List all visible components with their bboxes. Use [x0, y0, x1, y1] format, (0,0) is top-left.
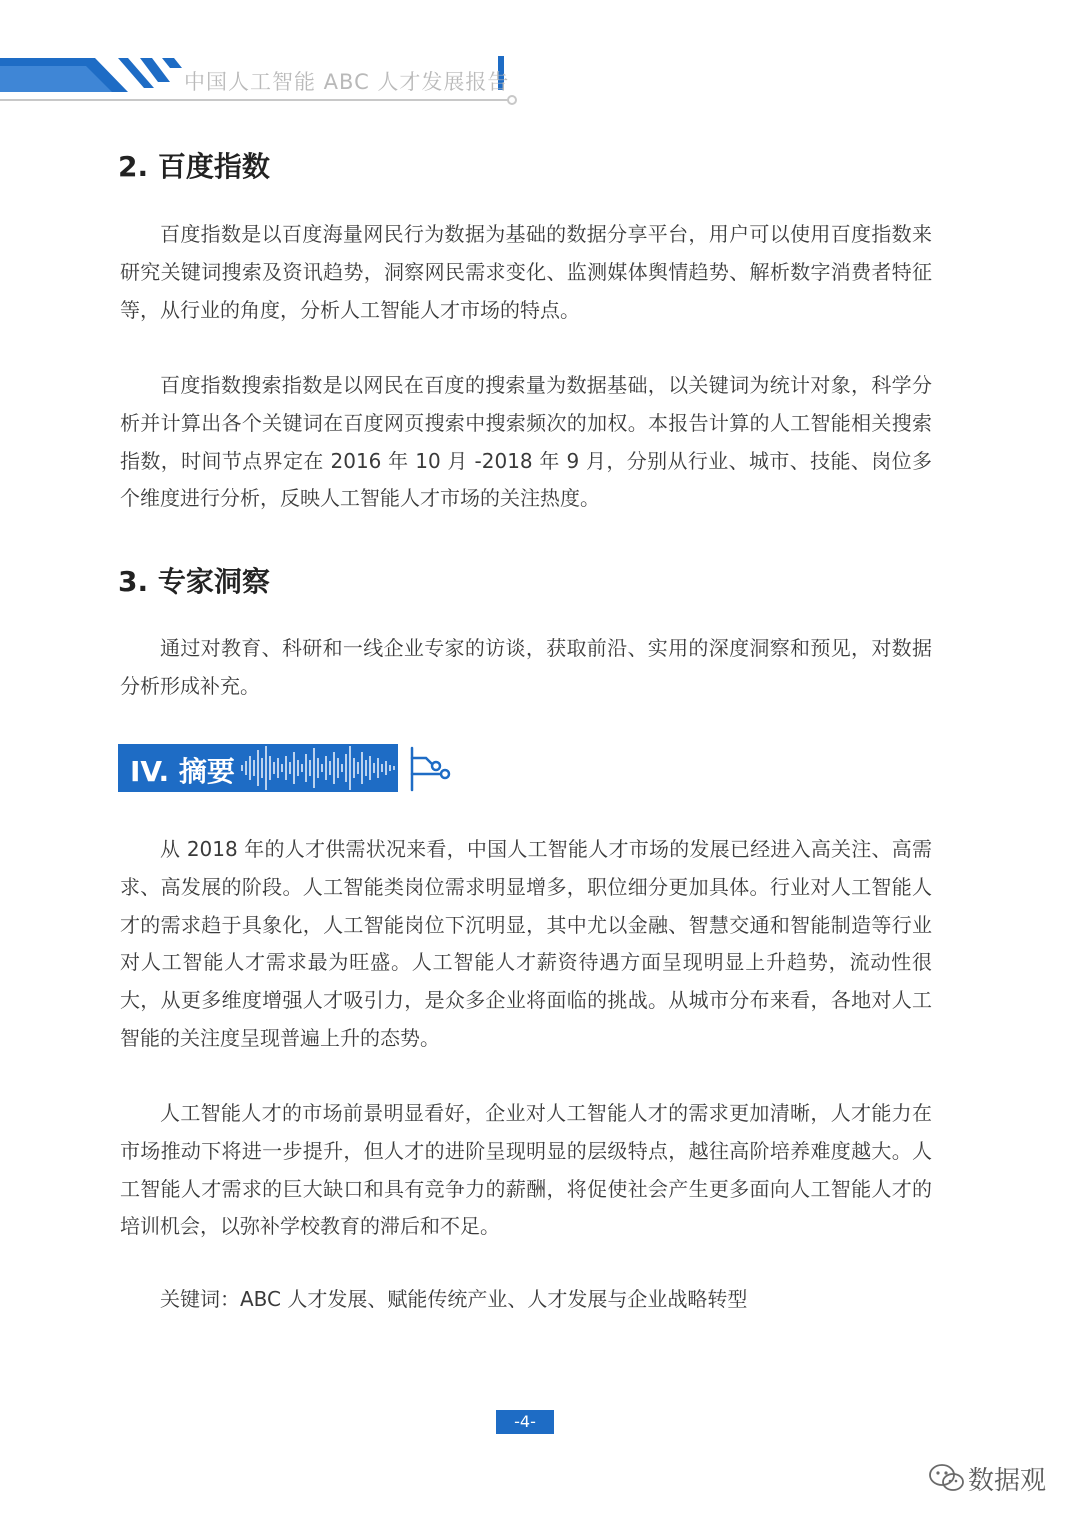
watermark [928, 1456, 1058, 1500]
page-number: -4- [496, 1410, 554, 1434]
soundwave-decoration [240, 744, 398, 792]
circuit-icon [406, 746, 452, 792]
watermark-text: 数据观 [968, 1466, 1047, 1496]
summary-banner [118, 744, 398, 792]
keywords-line: 关键词：ABC 人才发展、赋能传统产业、人才发展与企业战略转型 [160, 1287, 748, 1311]
section-title-expert-insight: 3. 专家洞察 [118, 565, 270, 598]
section-title-baidu-index: 2. 百度指数 [118, 150, 270, 183]
paragraph: 百度指数是以百度海量网民行为数据为基础的数据分享平台，用户可以使用百度指数来研究关键词搜索及资讯趋势，洞察网民需求变化、监测媒体舆情趋势、解析数字消费者特征等，从行业的角度，分析人工智能人才市场的特点。 [120, 222, 932, 322]
paragraph: 通过对教育、科研和一线企业专家的访谈，获取前沿、实用的深度洞察和预见，对数据分析形成补充。 [120, 636, 932, 698]
paragraph: 百度指数搜索指数是以网民在百度的搜索量为数据基础，以关键词为统计对象，科学分析并计算出各个关键词在百度网页搜索中搜索频次的加权。本报告计算的人工智能相关搜索指数，时间节点界定在 2016 年 10 月 -2018 年 9 月，分别从行业、城市、技能、岗位多个维度进行分析，反映人工智能人才市场的关注热度。 [120, 373, 932, 511]
paragraph: 人工智能人才的市场前景明显看好，企业对人工智能人才的需求更加清晰，人才能力在市场推动下将进一步提升，但人才的进阶呈现明显的层级特点，越往高阶培养难度越大。人工智能人才需求的巨大缺口和具有竞争力的薪酬，将促使社会产生更多面向人工智能人才的培训机会，以弥补学校教育的滞后和不足。 [120, 1101, 932, 1239]
header-title: 中国人工智能 ABC 人才发展报告 [184, 70, 510, 94]
summary-title: IV. 摘要 [130, 755, 235, 788]
wechat-icon [928, 1462, 966, 1494]
paragraph: 从 2018 年的人才供需状况来看，中国人工智能人才市场的发展已经进入高关注、高需求、高发展的阶段。人工智能类岗位需求明显增多，职位细分更加具体。行业对人工智能人才的需求趋于具象化，人工智能岗位下沉明显，其中尤以金融、智慧交通和智能制造等行业对人工智能人才需求最为旺盛。人工智能人才薪资待遇方面呈现明显上升趋势，流动性很大，从更多维度增强人才吸引力，是众多企业将面临的挑战。从城市分布来看，各地对人工智能的关注度呈现普遍上升的态势。 [120, 837, 932, 1050]
